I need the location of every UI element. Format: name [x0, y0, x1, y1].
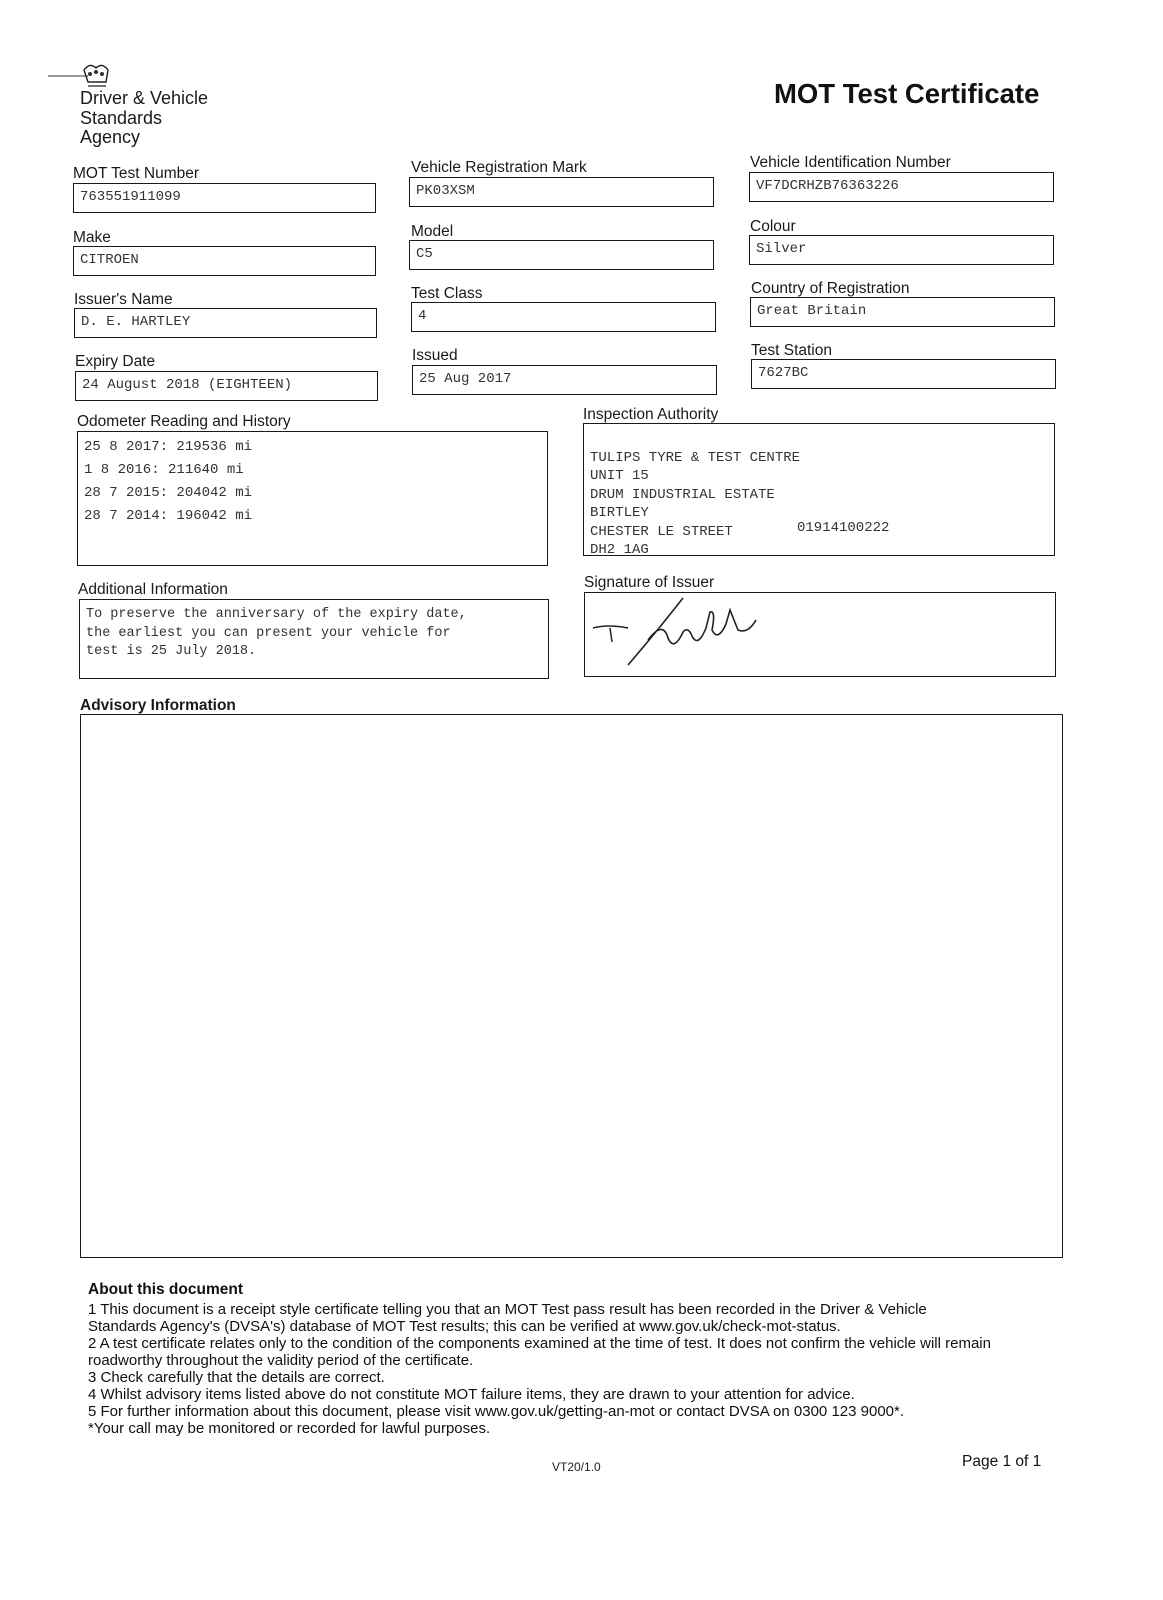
registration-mark-value: PK03XSM [409, 177, 714, 207]
document-title: MOT Test Certificate [774, 78, 1040, 109]
expiry-date-label: Expiry Date [75, 353, 156, 370]
form-code: VT20/1.0 [552, 1460, 601, 1474]
issuer-name-value: D. E. HARTLEY [74, 308, 377, 338]
model-label: Model [411, 223, 454, 240]
handwritten-signature [588, 590, 788, 670]
vin-label: Vehicle Identification Number [750, 154, 951, 171]
issued-value: 25 Aug 2017 [412, 365, 717, 395]
odometer-entry: 25 8 2017: 219536 mi [84, 439, 253, 455]
odometer-entry: 28 7 2014: 196042 mi [84, 508, 253, 524]
odometer-history [77, 431, 548, 566]
colour-value: Silver [749, 235, 1054, 265]
about-item-1: 1 This document is a receipt style certificate telling you that an MOT Test pass result has been recorded in the Driver & Vehicle Standards Agency's (DVSA's) database of MOT Test results; this can be verified at www.gov.uk/check-mot-status. [88, 1301, 927, 1335]
expiry-date-value: 24 August 2018 (EIGHTEEN) [75, 371, 378, 401]
colour-label: Colour [750, 218, 796, 235]
advisory-label: Advisory Information [80, 697, 236, 714]
make-label: Make [73, 229, 111, 246]
advisory-box [80, 714, 1063, 1258]
vin-value: VF7DCRHZB76363226 [749, 172, 1054, 202]
odometer-entry: 1 8 2016: 211640 mi [84, 462, 244, 478]
country-label: Country of Registration [751, 280, 910, 297]
make-value: CITROEN [73, 246, 376, 276]
model-value: C5 [409, 240, 714, 270]
agency-name: Driver & Vehicle Standards Agency [80, 88, 209, 147]
crown-crest-icon [48, 60, 118, 90]
inspection-authority-phone: 01914100222 [797, 520, 890, 536]
country-value: Great Britain [750, 297, 1055, 327]
about-item-2: 2 A test certificate relates only to the condition of the components examined at the time of test. It does not confirm the vehicle will remain roadworthy throughout the validity period of the certificate. [88, 1335, 991, 1369]
page-number: Page 1 of 1 [962, 1453, 1042, 1470]
inspection-authority-address: TULIPS TYRE & TEST CENTRE UNIT 15 DRUM INDUSTRIAL ESTATE BIRTLEY CHESTER LE STREET DH2 1AG [590, 449, 801, 556]
issuer-name-label: Issuer's Name [74, 291, 173, 308]
mot-test-number-label: MOT Test Number [73, 165, 200, 182]
odometer-label: Odometer Reading and History [77, 413, 291, 430]
test-class-value: 4 [411, 302, 716, 332]
inspection-authority-label: Inspection Authority [583, 406, 719, 423]
test-station-label: Test Station [751, 342, 832, 359]
about-item-4: 4 Whilst advisory items listed above do not constitute MOT failure items, they are drawn to your attention for advice. [88, 1386, 855, 1403]
about-item-3: 3 Check carefully that the details are correct. [88, 1369, 385, 1386]
inspection-authority-box [583, 423, 1055, 556]
test-station-value: 7627BC [751, 359, 1056, 389]
about-heading: About this document [88, 1281, 243, 1298]
signature-label: Signature of Issuer [584, 574, 715, 591]
about-item-5: 5 For further information about this document, please visit www.gov.uk/getting-an-mot or contact DVSA on 0300 123 9000*. [88, 1403, 905, 1420]
odometer-entry: 28 7 2015: 204042 mi [84, 485, 253, 501]
about-section [88, 1281, 1088, 1437]
additional-information-label: Additional Information [78, 581, 228, 598]
about-footnote: *Your call may be monitored or recorded for lawful purposes. [88, 1420, 491, 1437]
issued-label: Issued [412, 347, 458, 364]
additional-information-text: To preserve the anniversary of the expiry date, the earliest you can present your vehicle for test is 25 July 2018. [79, 599, 549, 679]
test-class-label: Test Class [411, 285, 483, 302]
registration-mark-label: Vehicle Registration Mark [411, 159, 587, 176]
mot-test-number-value: 763551911099 [73, 183, 376, 213]
